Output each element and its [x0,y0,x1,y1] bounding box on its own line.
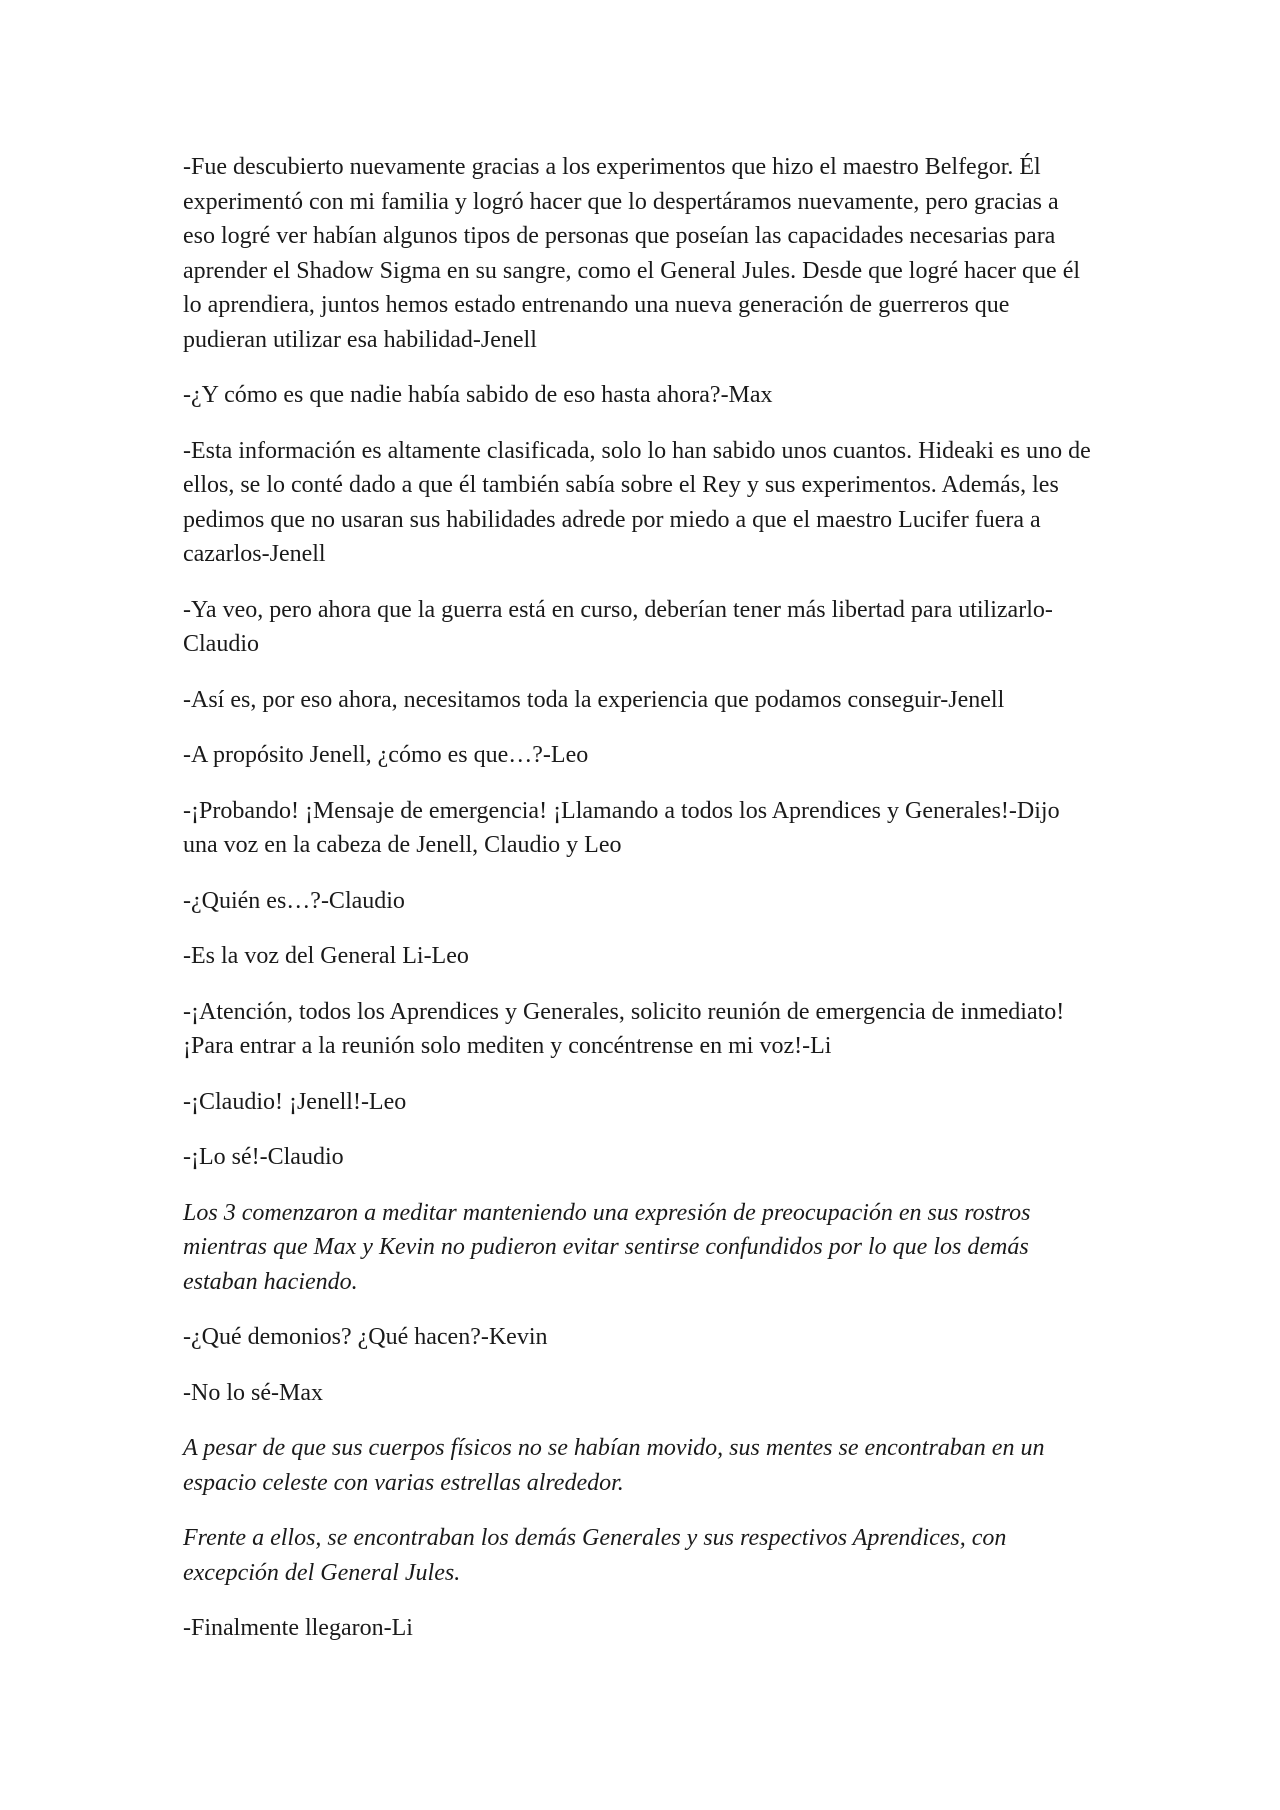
narration-paragraph: Los 3 comenzaron a meditar manteniendo una expresión de preocupación en sus rostros mientras que Max y Kevin no pudieron evitar sentirse confundidos por lo que los demás estaban haciendo. [183,1199,1031,1295]
paragraph: -Es la voz del General Li-Leo [183,943,469,969]
document-page [183,150,1095,1667]
paragraph: -No lo sé-Max [183,1379,323,1406]
paragraph: -¿Y cómo es que nadie había sabido de eso hasta ahora?-Max [183,382,773,408]
paragraph: -Fue descubierto nuevamente gracias a los experimentos que hizo el maestro Belfegor. Él experimentó con mi familia y logró hacer que lo despertáramos nuevamente, pero gracias a eso logré ver habían algunos tipos de personas que poseían las capacidades necesarias para aprender el Shadow Sigma en su sangre, como el General Jules. Desde que logré hacer que él lo aprendiera, juntos hemos estado entrenando una nueva generación de guerreros que pudieran utilizar esa habilidad-Jenell [183,154,1081,353]
paragraph: -¡Atención, todos los Aprendices y Generales, solicito reunión de emergencia de inmediato! ¡Para entrar a la reunión solo mediten y concéntrense en mi voz!-Li [183,998,1065,1059]
paragraph: -Ya veo, pero ahora que la guerra está en curso, deberían tener más libertad para utilizarlo-Claudio [183,596,1053,657]
paragraph: -¿Qué demonios? ¿Qué hacen?-Kevin [183,1324,548,1350]
paragraph: -¡Claudio! ¡Jenell!-Leo [183,1088,407,1115]
paragraph: -Así es, por eso ahora, necesitamos toda la experiencia que podamos conseguir-Jenell [183,686,1005,713]
paragraph: -Finalmente llegaron-Li [183,1615,413,1641]
paragraph: -¡Probando! ¡Mensaje de emergencia! ¡Llamando a todos los Aprendices y Generales!-Dijo una voz en la cabeza de Jenell, Claudio y Leo [183,797,1060,858]
paragraph: -¿Quién es…?-Claudio [183,887,405,914]
paragraph: -A propósito Jenell, ¿cómo es que…?-Leo [183,742,589,768]
narration-paragraph: A pesar de que sus cuerpos físicos no se habían movido, sus mentes se encontraban en un espacio celeste con varias estrellas alrededor. [183,1435,1045,1496]
narration-paragraph: Frente a ellos, se encontraban los demás Generales y sus respectivos Aprendices, con excepción del General Jules. [183,1525,1007,1586]
paragraph: -¡Lo sé!-Claudio [183,1144,344,1170]
paragraph: -Esta información es altamente clasificada, solo lo han sabido unos cuantos. Hideaki es uno de ellos, se lo conté dado a que él también sabía sobre el Rey y sus experimentos. Además, les pedimos que no usaran sus habilidades adrede por miedo a que el maestro Lucifer fuera a cazarlos-Jenell [183,437,1091,567]
